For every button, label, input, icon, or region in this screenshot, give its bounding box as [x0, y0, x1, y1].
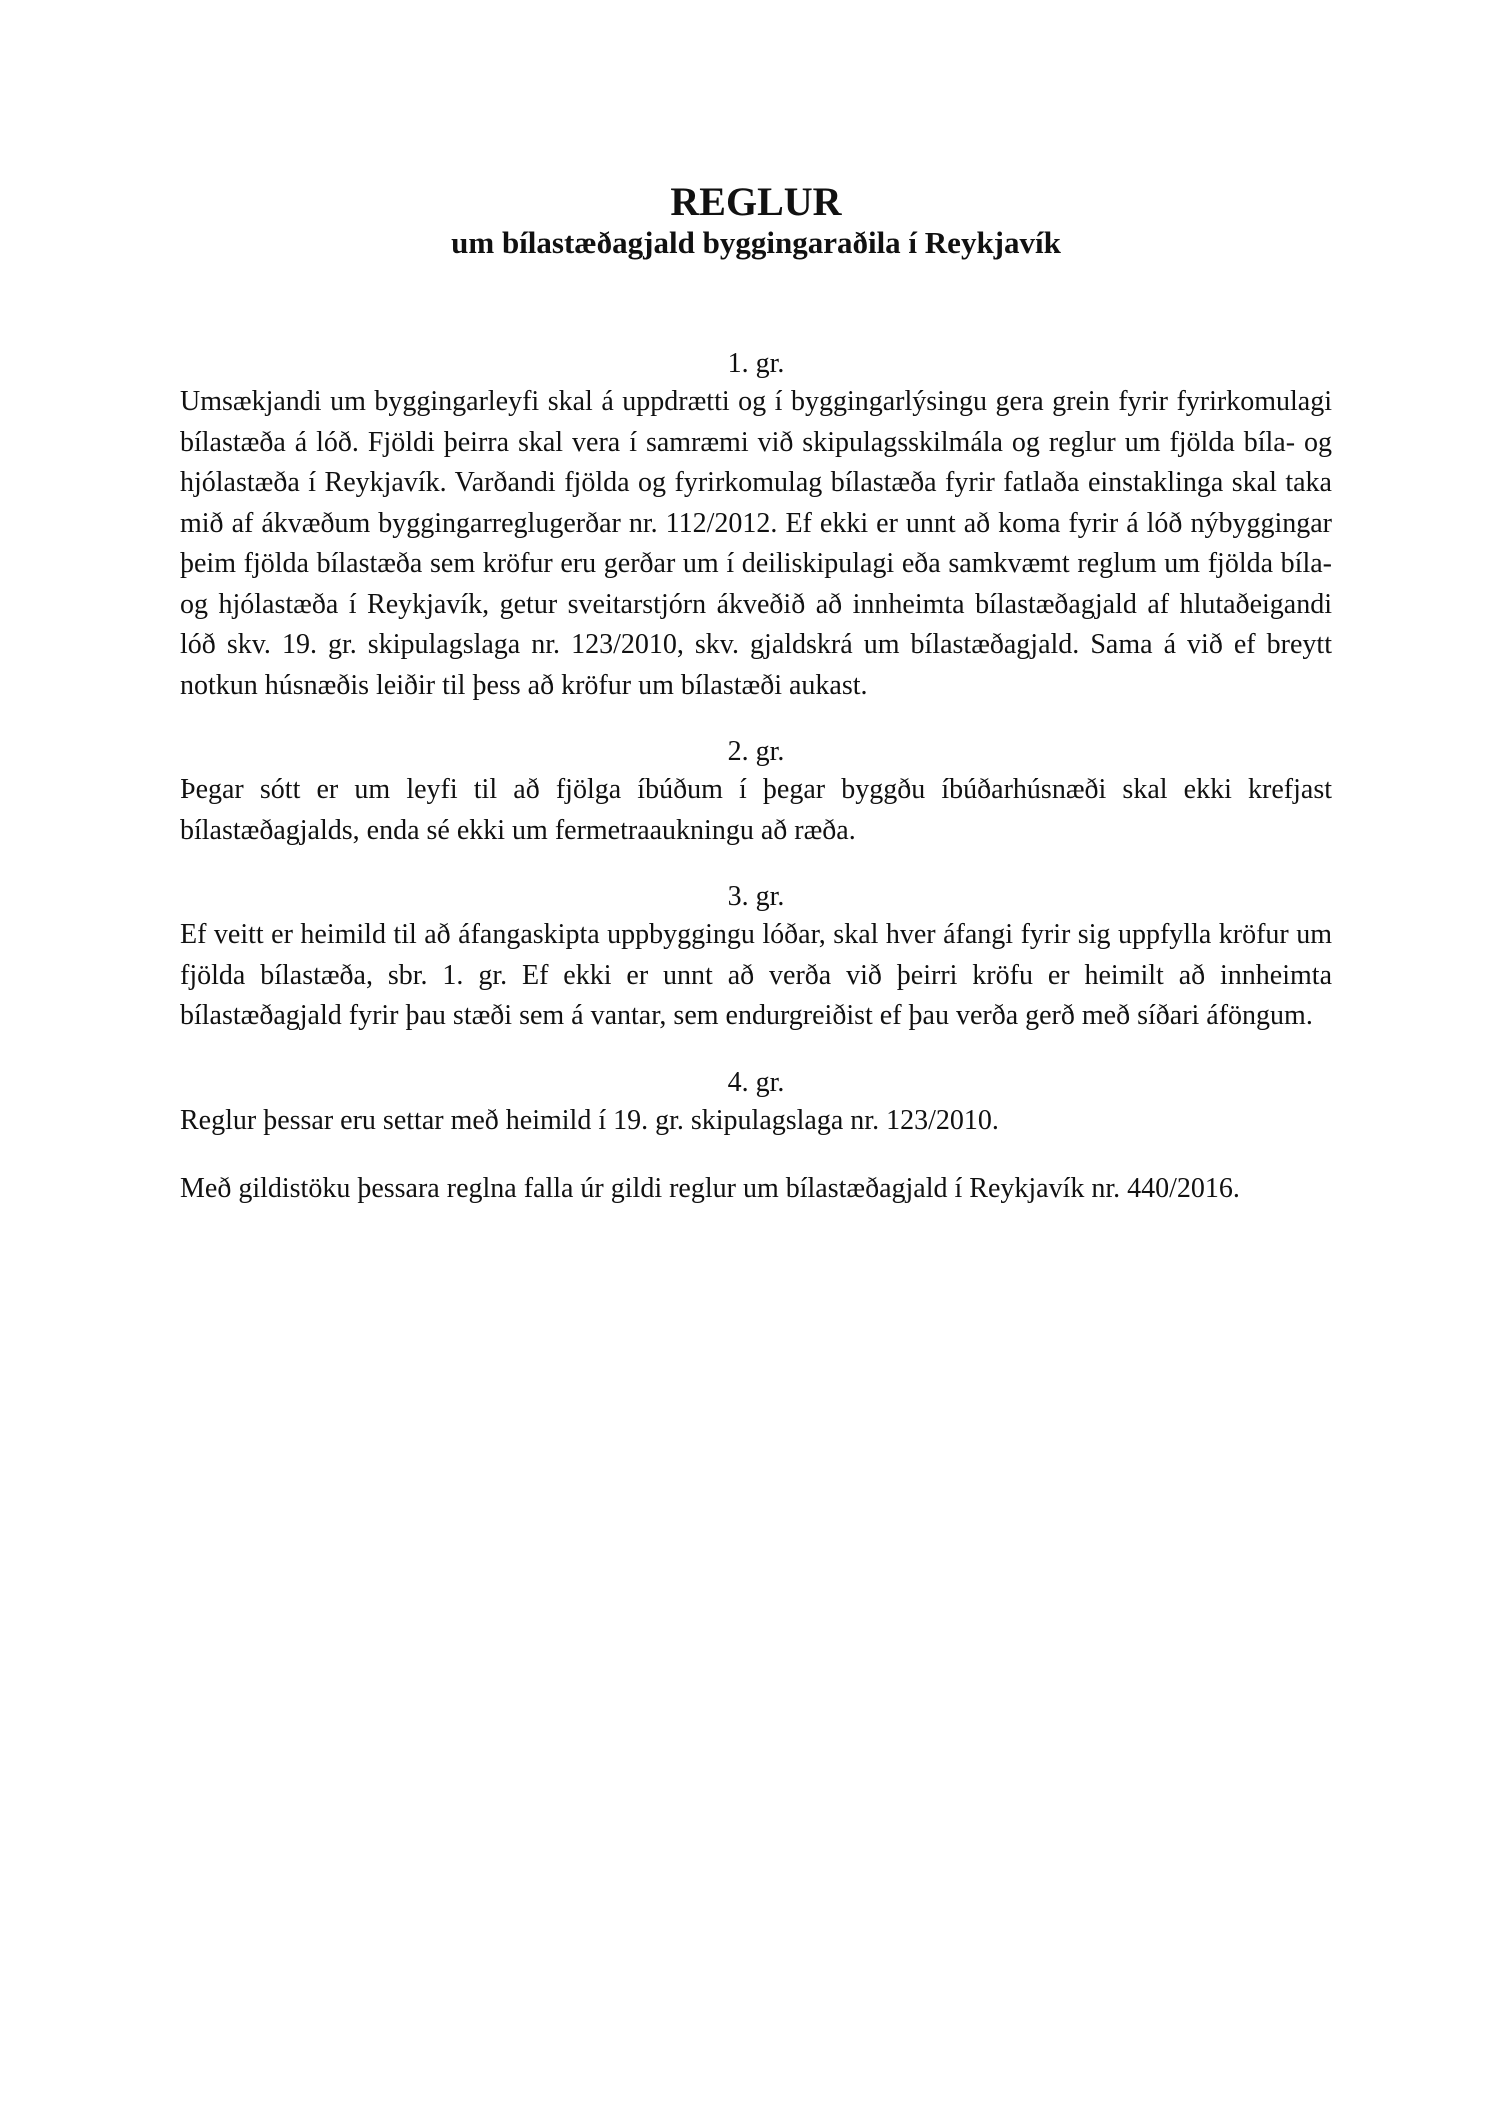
repeal-paragraph: Með gildistöku þessara reglna falla úr gildi reglur um bílastæðagjald í Reykjavík nr. 440/2016. [180, 1173, 1240, 1204]
article-heading: 4. gr. [727, 1066, 785, 1098]
article-heading: 1. gr. [727, 348, 785, 379]
article-body: Þegar sótt er um leyfi til að fjölga íbúðum í þegar byggðu íbúðarhúsnæði skal ekki krefjast bílastæðagjalds, enda sé ekki um fermetraaukningu að ræða. [180, 774, 1332, 846]
article-body: Ef veitt er heimild til að áfangaskipta uppbyggingu lóðar, skal hver áfangi fyrir sig uppfylla kröfur um fjölda bílastæða, sbr. 1. gr. Ef ekki er unnt að verða við þeirri kröfu er heimilt að innheimta bílastæðagjald fyrir þau stæði sem á vantar, sem endurgreiðist ef þau verða gerð með síðari áföngum. [180, 919, 1332, 1031]
document-title: REGLUR [670, 179, 842, 224]
article-heading: 3. gr. [727, 881, 785, 912]
article-1 [180, 346, 1332, 706]
document-content [180, 180, 1332, 1210]
article-4 [180, 1065, 1332, 1142]
article-heading: 2. gr. [727, 736, 785, 767]
document-subtitle: um bílastæðagjald byggingaraðila í Reykjavík [451, 225, 1061, 260]
article-body: Reglur þessar eru settar með heimild í 19. gr. skipulagslaga nr. 123/2010. [180, 1104, 999, 1136]
article-3 [180, 879, 1332, 1037]
article-body: Umsækjandi um byggingarleyfi skal á uppdrætti og í byggingarlýsingu gera grein fyrir fyrirkomulagi bílastæða á lóð. Fjöldi þeirra skal vera í samræmi við skipulagsskilmála og reglur um fjölda bíla- og hjólastæða í Reykjavík. Varðandi fjölda og fyrirkomulag bílastæða fyrir fatlaða einstaklinga skal taka mið af ákvæðum byggingarreglugerðar nr. 112/2012. Ef ekki er unnt að koma fyrir á lóð nýbyggingar þeim fjölda bílastæða sem kröfur eru gerðar um í deiliskipulagi eða samkvæmt reglum um fjölda bíla- og hjólastæða í Reykjavík, getur sveitarstjórn ákveðið að innheimta bílastæðagjald af hlutaðeigandi lóð skv. 19. gr. skipulagslaga nr. 123/2010, skv. gjaldskrá um bílastæðagjald. Sama á við ef breytt notkun húsnæðis leiðir til þess að kröfur um bílastæði aukast. [180, 386, 1332, 701]
article-2 [180, 734, 1332, 851]
